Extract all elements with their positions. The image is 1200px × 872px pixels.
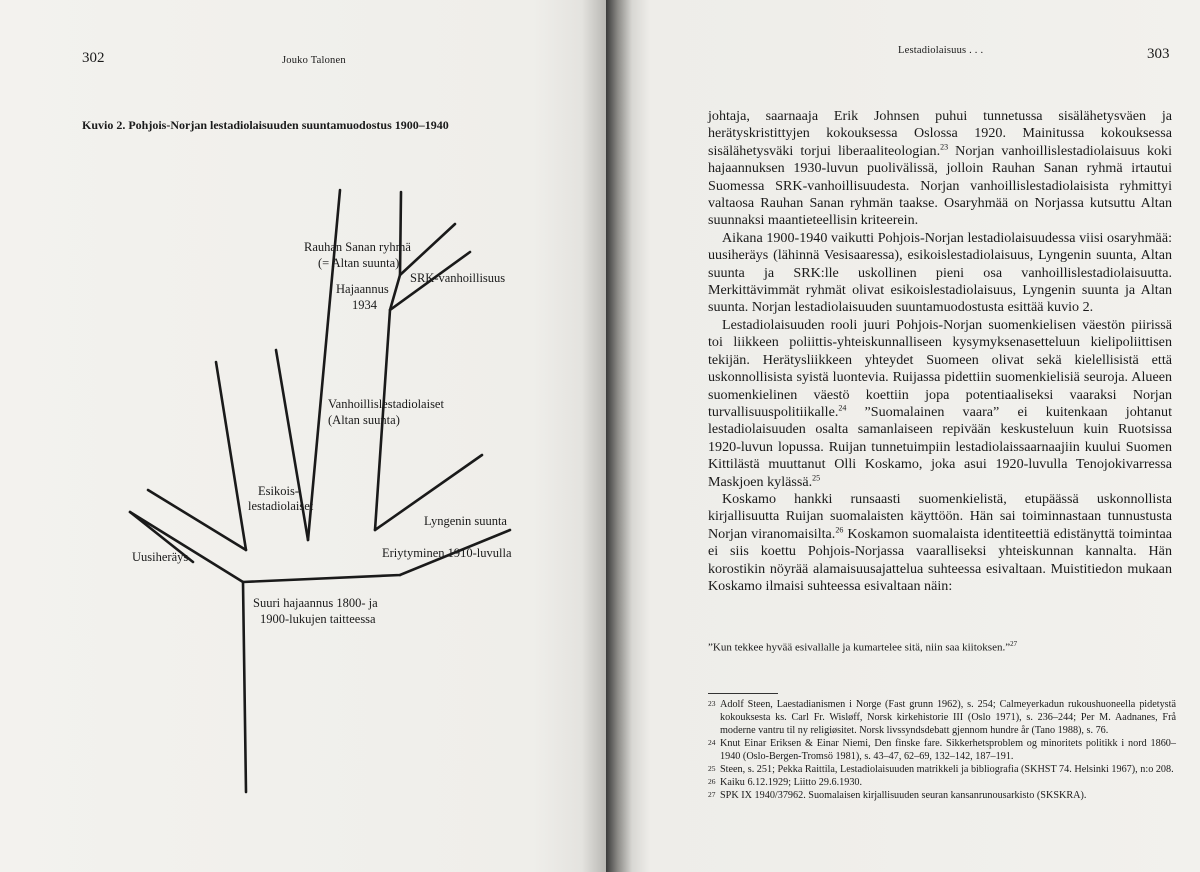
label-vanhoillislestadiolaiset: Vanhoillislestadiolaiset <box>328 397 444 411</box>
branch-srk-stem <box>375 252 470 530</box>
label-rauhan-sanan: Rauhan Sanan ryhmä <box>304 240 411 254</box>
quote: ”Kun tekkee hyvää esivallalle ja kumartelee sitä, niin saa kiitoksen.”$^{27}$ <box>708 640 1018 654</box>
footnote-ref-27: 27 <box>1010 640 1018 648</box>
footnote-ref-26: 26 <box>835 525 844 535</box>
label-esikois: Esikois- <box>258 484 299 498</box>
paragraph-2: Aikana 1900-1940 vaikutti Pohjois-Norjan lestadiolaisuudessa viisi osaryhmää: uusiheräys (lähinnä Vesisaaressa), esikoislestadiolaisuus, Lyngenin suunta, Altan suunta ja SRK:lle uskollinen pieni osa vanhoillislestadiolaisuutta. Merkittävimmät ryhmät olivat esikoislestadiolaisuus, Lyngenin suunta ja Altan suunta. Norjan lestadiolaisuuden suuntamuodostusta esittää kuvio 2. <box>708 229 1172 316</box>
label-suuri-hajaannus: Suuri hajaannus 1800- ja <box>253 596 378 610</box>
right-running-head: Lestadiolaisuus . . . <box>898 45 984 56</box>
figure-caption: Kuvio 2. Pohjois-Norjan lestadiolaisuuden suuntamuodostus 1900–1940 <box>82 118 449 132</box>
footnote: 25 Steen, s. 251; Pekka Raittila, Lestadiolaisuuden matrikkeli ja bibliografia (SKHST 74. Helsinki 1967), n:o 208. <box>708 764 1174 775</box>
footnotes <box>708 698 1176 802</box>
footnote: 27 SPK IX 1940/37962. Suomalaisen kirjallisuuden seuran kansanrunousarkisto (SKSKRA). <box>708 790 1087 801</box>
paragraph-1: johtaja, saarnaaja Erik Johnsen puhui tunnetussa sisälähetysväen ja herätyskristittyjen kokouksessa Oslossa 1920. Mainitussa kokouksessa sisälähetysväki torjui liberaaliteologian.$^{23}$ Norjan vanhoillislestadiolaisuus koki hajaannuksen 1930-luvun puolivälissä, jolloin Rauhan Sanan ryhmä irtautui Suomessa SRK-vanhoillisuudesta. Norjan vanhoillislestadiolaisista ryhmittyi valtaosa Rauhan Sanan ryhmän taakse. Osaryhmää on Norjassa kutsuttu Altan suunnaksi maantieteellisin kriteerein. <box>708 108 1172 229</box>
right-page-number: 303 <box>1147 46 1170 62</box>
tree-trunk <box>243 582 246 792</box>
label-altan-suunta-eq: (= Altan suunta) <box>318 256 400 270</box>
label-lyngenin-suunta: Lyngenin suunta <box>424 514 507 528</box>
label-eriytyminen: Eriytyminen 1910-luvulla <box>382 546 512 560</box>
branch-hajaannus-upper <box>400 192 401 275</box>
label-srk-vanhoillisuus: SRK-vanhoillisuus <box>410 271 506 285</box>
footnote-ref-24: 24 <box>838 403 847 413</box>
footnote-divider <box>708 693 778 694</box>
label-uusiherays: Uusiheräys <box>132 550 189 564</box>
label-altan-suunta: (Altan suunta) <box>328 413 400 427</box>
paragraph-3: Lestadiolaisuuden rooli juuri Pohjois-Norjan suomenkielisen väestön piirissä toi liikkeen poliittis-yhteiskunnalliseen kysymyksenasetteluun kielipoliittisen tekijän. Herätysliikkeen yhteydet Suomeen olivat sekä kielellisistä että uskonnollisista syistä luontevia. Ruijassa pidettiin suomenkielisiä seuroja. Alueen suomenkielinen väestö koettiin jopa potentiaaliseksi vaaraksi Norjan turvallisuuspolitiikalle.$^{24}$ ”Suomalainen vaara” ei kuitenkaan johtanut lestadiolaisuuden osalta samanlaiseen repivään keskusteluun kuin Ruotsissa 1920-luvun lopussa. Ruijan tunnetuimpiin lestadiolaissaarnaajiin kuului Suomen Kittilästä muuttanut Olli Koskamo, joka asui 1920-luvulla Tenojokivarressa Maskjoen kylässä.$^{25}$ <box>708 316 1172 490</box>
footnote-ref-25: 25 <box>812 472 821 482</box>
branch-left-b <box>216 362 246 550</box>
left-page-number: 302 <box>82 50 105 66</box>
body-text <box>708 108 1172 595</box>
branch-left-a <box>148 490 246 550</box>
footnote: 26 Kaiku 6.12.1929; Liitto 29.6.1930. <box>708 777 863 788</box>
branch-uusiherays <box>130 512 243 582</box>
paragraph-4: Koskamo hankki runsaasti suomenkielistä, etupäässä uskonnollista kirjallisuutta Ruijan suomalaisten käyttöön. Hän sai toiminnastaan tunnustusta Norjan viranomaisilta.$^{26}$ Koskamon suomalaista identiteettiä edistänyttä toimintaa ei siis koettu Pohjois-Norjassa vaaralliseksi yhteiskunnan kannalta. Hän korostikin nöyrää alamaisuusajattelua suhteessa esivaltaan. Muistitiedon mukaan Koskamo ilmaisi suhteessa esivaltaan näin: <box>708 490 1172 594</box>
left-running-head: Jouko Talonen <box>282 55 346 66</box>
footnote: 24 Knut Einar Eriksen & Einar Niemi, Den finske fare. Sikkerhetsproblem og minoritets politikk i nord 1860–1940 (Oslo-Bergen-Tromsö 1981), s. 43–47, 62–69, 132–142, 187–191. <box>708 738 1176 762</box>
label-esikois-lestadiolaiset: lestadiolaiset <box>248 499 314 513</box>
label-hajaannus: Hajaannus <box>336 282 389 296</box>
label-suuri-hajaannus-2: 1900-lukujen taitteessa <box>260 612 376 626</box>
footnote-ref-23: 23 <box>940 142 949 152</box>
footnote: 23 Adolf Steen, Laestadianismen i Norge (Fast grunn 1962), s. 254; Calmeyerkadun rukoushuoneella pidetystä kokouksesta ks. Carl Fr. Wisløff, Norsk kirkehistorie III (Oslo 1971), s. 236–244; Per M. Aadnanes, Frå moderne vantru til ny religiøsitet. Norsk livssyndsdebatt gjennom hundre år (Tano 1988), s. 76. <box>708 699 1176 736</box>
label-hajaannus-year: 1934 <box>352 298 377 312</box>
